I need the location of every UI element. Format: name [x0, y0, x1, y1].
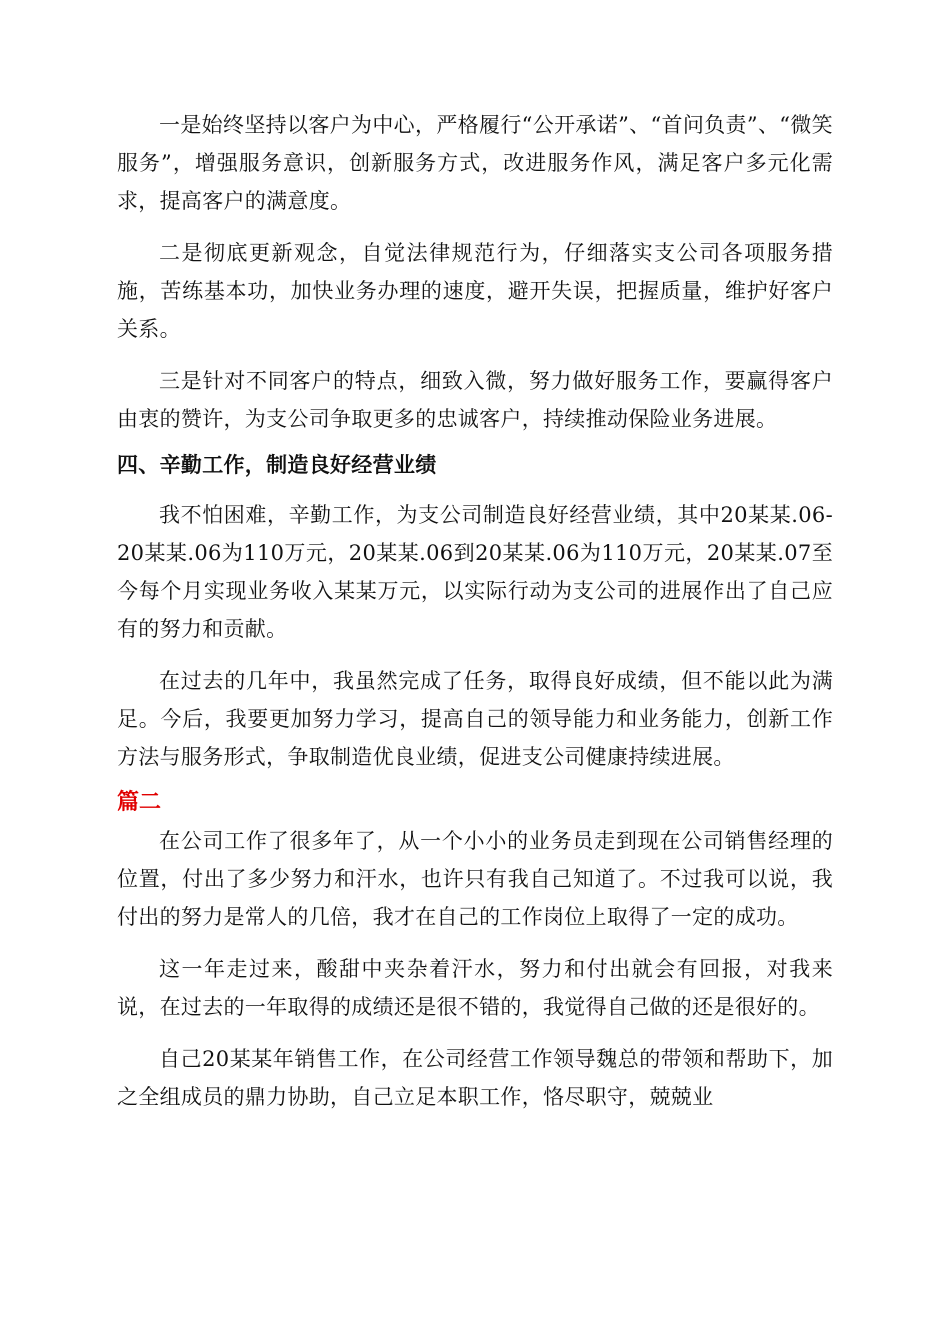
heading-section-four: 四、辛勤工作，制造良好经营业绩 — [117, 453, 437, 477]
paragraph-service-point-2: 二是彻底更新观念，自觉法律规范行为，仔细落实支公司各项服务措施，苦练基本功，加快业务办理的速度，避开失误，把握质量，维护好客户关系。 — [117, 241, 833, 341]
paragraph-service-point-1: 一是始终坚持以客户为中心，严格履行“公开承诺”、“首问负责”、“微笑服务”，增强服务意识，创新服务方式，改进服务作风，满足客户多元化需求，提高客户的满意度。 — [117, 113, 833, 213]
paragraph-service-point-3: 三是针对不同客户的特点，细致入微，努力做好服务工作，要赢得客户由衷的赞许，为支公司争取更多的忠诚客户，持续推动保险业务进展。 — [117, 369, 833, 431]
document-page — [117, 106, 833, 1116]
paragraph-performance: 我不怕困难，辛勤工作，为支公司制造良好经营业绩，其中20某某.06-20某某.06为110万元，20某某.06到20某某.06为110万元，20某某.07至今每个月实现业务收入某某万元，以实际行动为支公司的进展作出了自己应有的努力和贡献。 — [117, 503, 833, 641]
paragraph-career: 在公司工作了很多年了，从一个小小的业务员走到现在公司销售经理的位置，付出了多少努力和汗水，也许只有我自己知道了。不过我可以说，我付出的努力是常人的几倍，我才在自己的工作岗位上取得了一定的成功。 — [117, 829, 833, 929]
section-two-title: 篇二 — [117, 790, 162, 815]
paragraph-sales-work: 自己20某某年销售工作，在公司经营工作领导魏总的带领和帮助下，加之全组成员的鼎力协助，自己立足本职工作，恪尽职守，兢兢业 — [117, 1047, 833, 1109]
paragraph-future-plan: 在过去的几年中，我虽然完成了任务，取得良好成绩，但不能以此为满足。今后，我要更加努力学习，提高自己的领导能力和业务能力，创新工作方法与服务形式，争取制造优良业绩，促进支公司健康持续进展。 — [117, 669, 833, 769]
paragraph-year-review: 这一年走过来，酸甜中夹杂着汗水，努力和付出就会有回报，对我来说，在过去的一年取得的成绩还是很不错的，我觉得自己做的还是很好的。 — [117, 957, 833, 1019]
